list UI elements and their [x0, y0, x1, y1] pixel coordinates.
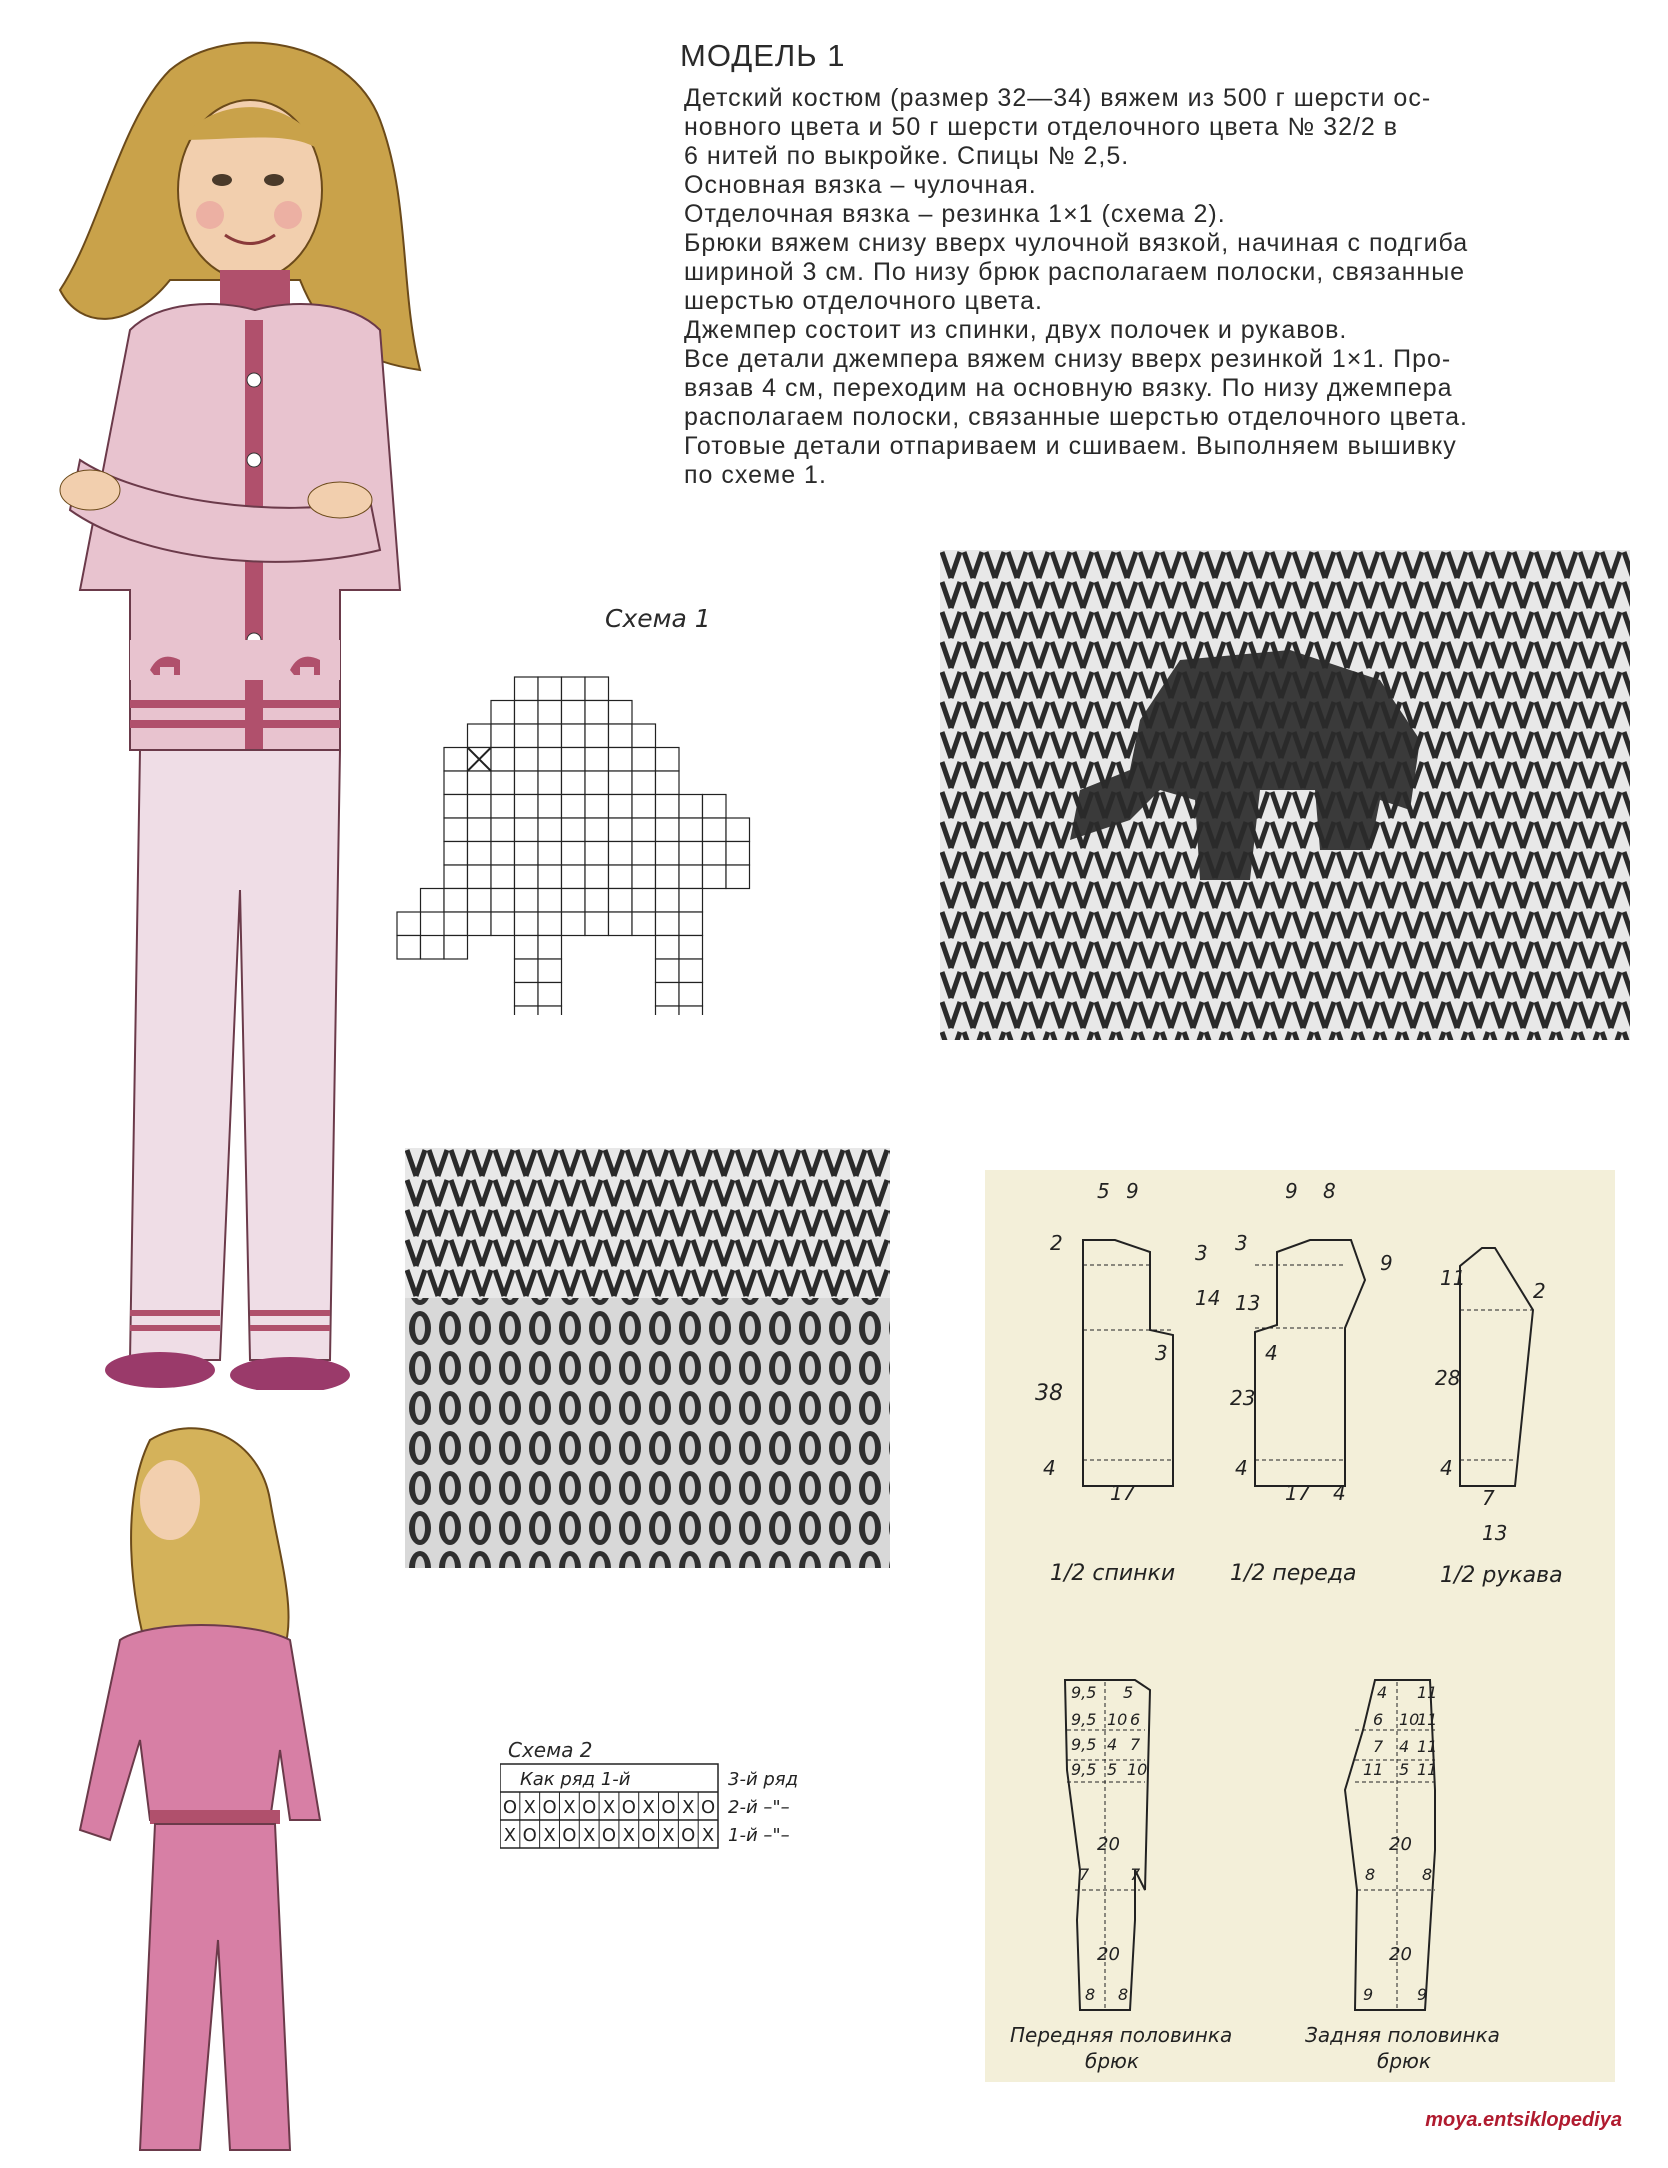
grid-cell	[538, 983, 562, 1007]
grid-cell	[703, 842, 727, 866]
back-trousers-dim: 20	[1389, 1944, 1412, 1965]
grid-cell	[632, 795, 656, 819]
grid-cell	[632, 865, 656, 889]
back-trousers-label: брюк	[1377, 2049, 1431, 2073]
description-line: располагаем полоски, связанные шерстью отделочного цвета.	[684, 403, 1468, 431]
grid-cell	[656, 748, 680, 772]
grid-cell	[468, 842, 492, 866]
grid-cell	[562, 818, 586, 842]
front-trousers-dim: 5	[1123, 1683, 1134, 1702]
grid-cell	[585, 842, 609, 866]
rib-cell-symbol: O	[502, 1797, 517, 1818]
description-line: Все детали джемпера вяжем снизу вверх резинкой 1×1. Про-	[684, 345, 1452, 373]
grid-cell	[562, 677, 586, 701]
grid-cell	[515, 912, 539, 936]
grid-cell	[656, 795, 680, 819]
grid-cell	[726, 818, 750, 842]
description-line: новного цвета и 50 г шерсти отделочного цвета № 32/2 в	[684, 113, 1399, 141]
back-dim: 3	[1195, 1241, 1208, 1265]
description-line: Детский костюм (размер 32—34) вяжем из 500 г шерсти ос-	[684, 84, 1432, 112]
sleeve-label: 1/2 рукава	[1440, 1563, 1563, 1588]
back-dim: 3	[1155, 1341, 1168, 1365]
back-dim: 2	[1050, 1231, 1063, 1255]
grid-cell	[679, 936, 703, 960]
rib-cell-symbol: O	[701, 1797, 716, 1818]
grid-cell	[585, 818, 609, 842]
back-trousers-dim: 20	[1389, 1834, 1412, 1855]
back-trousers-dim: 6	[1373, 1710, 1384, 1729]
grid-cell	[444, 795, 468, 819]
grid-cell	[515, 795, 539, 819]
sleeve-outline	[1460, 1248, 1533, 1486]
rib-cell-symbol: X	[523, 1797, 536, 1818]
grid-cell	[444, 818, 468, 842]
grid-cell	[515, 818, 539, 842]
grid-cell	[585, 677, 609, 701]
description-line: Отделочная вязка – резинка 1×1 (схема 2).	[684, 200, 1226, 228]
back-trousers-dim: 8	[1365, 1865, 1376, 1884]
scheme2-row2-label: 2-й –"–	[728, 1797, 790, 1818]
description-line: Готовые детали отпариваем и сшиваем. Выполняем вышивку	[684, 432, 1457, 460]
front-trousers-label: брюк	[1085, 2049, 1139, 2073]
rib-cell-symbol: O	[641, 1825, 656, 1846]
grid-cell	[609, 795, 633, 819]
grid-cell	[515, 724, 539, 748]
grid-cell	[515, 983, 539, 1007]
grid-cell	[679, 865, 703, 889]
grid-cell	[585, 889, 609, 913]
grid-cell	[609, 724, 633, 748]
grid-cell	[538, 724, 562, 748]
back-trousers-dim: 7	[1373, 1737, 1384, 1756]
grid-cell	[468, 889, 492, 913]
back-dim: 14	[1195, 1286, 1221, 1310]
back-dim: 4	[1043, 1456, 1056, 1480]
grid-cell	[538, 748, 562, 772]
front-trousers-dim: 5	[1107, 1760, 1118, 1779]
description-line: вязав 4 см, переходим на основную вязку. По низу джемпера	[684, 374, 1453, 402]
front-trousers-dim: 7	[1130, 1735, 1141, 1754]
grid-cell	[468, 795, 492, 819]
grid-cell	[491, 842, 515, 866]
grid-cell	[397, 936, 421, 960]
grid-cell	[444, 936, 468, 960]
grid-cell	[656, 983, 680, 1007]
rib-cell-symbol: X	[602, 1797, 616, 1818]
grid-cell	[538, 889, 562, 913]
description-line: 6 нитей по выкройке. Спицы № 2,5.	[684, 142, 1130, 170]
grid-cell	[585, 724, 609, 748]
grid-cell	[632, 748, 656, 772]
scheme2-row3-label: 3-й ряд	[728, 1769, 799, 1790]
rib-cell-symbol: O	[661, 1797, 676, 1818]
grid-cell	[562, 865, 586, 889]
grid-cell	[609, 912, 633, 936]
pattern-panel	[985, 1170, 1615, 2082]
grid-cell	[515, 1006, 539, 1015]
back-trousers-dim: 11	[1417, 1760, 1438, 1779]
sleeve-dim: 28	[1435, 1366, 1461, 1390]
front-dim: 4	[1333, 1481, 1346, 1505]
sleeve-dim: 4	[1440, 1456, 1453, 1480]
grid-cell	[468, 771, 492, 795]
grid-cell	[491, 724, 515, 748]
front-trousers-dim: 8	[1085, 1985, 1096, 2004]
sleeve-dim: 11	[1440, 1266, 1466, 1290]
back-label: 1/2 спинки	[1050, 1561, 1176, 1586]
back-dim: 38	[1035, 1381, 1063, 1406]
grid-cell	[585, 748, 609, 772]
grid-cell	[468, 818, 492, 842]
back-trousers-label: Задняя половинка	[1305, 2023, 1500, 2047]
grid-cell	[656, 959, 680, 983]
grid-cell	[562, 889, 586, 913]
grid-cell	[444, 865, 468, 889]
grid-cell	[491, 865, 515, 889]
grid-cell	[632, 842, 656, 866]
grid-cell	[538, 865, 562, 889]
grid-cell	[538, 701, 562, 725]
grid-cell	[632, 889, 656, 913]
back-trousers-dim: 10	[1399, 1710, 1420, 1729]
rib-cell-symbol: O	[681, 1825, 696, 1846]
grid-cell	[444, 748, 468, 772]
grid-cell	[421, 936, 445, 960]
grid-cell	[703, 865, 727, 889]
pattern-drawings	[985, 1170, 1615, 2082]
grid-cell	[538, 842, 562, 866]
rib-cell-symbol: X	[583, 1825, 596, 1846]
front-trousers-dim: 9,5	[1071, 1735, 1097, 1754]
front-dim: 9	[1285, 1179, 1298, 1203]
rib-cell-symbol: O	[582, 1797, 597, 1818]
grid-cell	[679, 818, 703, 842]
rib-cell-symbol: X	[662, 1825, 675, 1846]
grid-cell	[609, 842, 633, 866]
grid-cell	[562, 748, 586, 772]
grid-cell	[515, 889, 539, 913]
grid-cell	[679, 983, 703, 1007]
grid-cell	[679, 842, 703, 866]
back-dim: 17	[1110, 1481, 1136, 1505]
rib-cell-symbol: O	[542, 1797, 557, 1818]
grid-cell	[726, 865, 750, 889]
grid-cell	[679, 1006, 703, 1015]
grid-cell	[515, 865, 539, 889]
scheme2-row3-cells: Как ряд 1-й	[520, 1769, 631, 1790]
front-dim: 4	[1265, 1341, 1278, 1365]
description-line: шерстью отделочного цвета.	[684, 287, 1043, 315]
grid-cell	[562, 771, 586, 795]
grid-cell	[632, 912, 656, 936]
grid-cell	[632, 771, 656, 795]
grid-cell	[609, 818, 633, 842]
girl-front-illustration	[20, 30, 440, 1390]
back-dim: 5	[1097, 1179, 1110, 1203]
grid-cell	[538, 936, 562, 960]
grid-cell	[585, 865, 609, 889]
front-dim: 3	[1235, 1231, 1248, 1255]
grid-cell	[468, 865, 492, 889]
grid-cell	[397, 912, 421, 936]
rib-cell-symbol: O	[621, 1797, 636, 1818]
grid-cell	[585, 771, 609, 795]
front-dim: 4	[1235, 1456, 1248, 1480]
grid-cell	[609, 889, 633, 913]
grid-cell	[491, 748, 515, 772]
grid-cell	[656, 936, 680, 960]
grid-cell	[468, 912, 492, 936]
grid-cell	[656, 889, 680, 913]
back-trousers-dim: 8	[1422, 1865, 1433, 1884]
grid-cell	[562, 701, 586, 725]
rib-cell-symbol: X	[622, 1825, 635, 1846]
grid-cell	[468, 724, 492, 748]
grid-cell	[515, 936, 539, 960]
description-line: Брюки вяжем снизу вверх чулочной вязкой, начиная с подгиба	[684, 229, 1469, 257]
front-dim: 23	[1230, 1386, 1256, 1410]
grid-cell	[609, 748, 633, 772]
rib-cell-symbol: X	[563, 1797, 576, 1818]
grid-cell	[679, 959, 703, 983]
rib-cell-symbol: X	[682, 1797, 695, 1818]
grid-cell	[491, 818, 515, 842]
grid-cell	[656, 865, 680, 889]
grid-cell	[656, 842, 680, 866]
rib-cell-symbol: X	[642, 1797, 655, 1818]
back-trousers-dim: 11	[1417, 1683, 1438, 1702]
description-line: по схеме 1.	[684, 461, 827, 489]
knit-photo-elephant	[940, 550, 1630, 1040]
grid-cell	[421, 889, 445, 913]
back-trousers-dim: 11	[1363, 1760, 1384, 1779]
front-trousers-label: Передняя половинка	[1010, 2023, 1233, 2047]
footer-site-label: moya.entsiklopediya	[1425, 2109, 1622, 2131]
grid-cell	[656, 912, 680, 936]
front-trousers-dim: 9,5	[1071, 1760, 1097, 1779]
grid-cell	[703, 818, 727, 842]
grid-cell	[632, 818, 656, 842]
description-line: шириной 3 см. По низу брюк располагаем полоски, связанные	[684, 258, 1466, 286]
grid-cell	[679, 912, 703, 936]
scheme2-row1-label: 1-й –"–	[728, 1825, 790, 1846]
grid-cell	[515, 677, 539, 701]
grid-cell	[679, 795, 703, 819]
rib-cell-symbol: O	[601, 1825, 617, 1846]
grid-cell	[679, 889, 703, 913]
grid-cell	[515, 748, 539, 772]
grid-cell	[538, 912, 562, 936]
sleeve-dim: 7	[1482, 1486, 1495, 1510]
grid-cell	[444, 842, 468, 866]
front-trousers-dim: 9,5	[1071, 1683, 1097, 1702]
grid-cell	[538, 677, 562, 701]
front-trousers-dim: 4	[1107, 1735, 1118, 1754]
back-trousers-dim: 5	[1399, 1760, 1410, 1779]
scheme2-rib-chart	[500, 1762, 860, 1854]
grid-cell	[444, 771, 468, 795]
grid-cell	[562, 724, 586, 748]
grid-cell	[656, 1006, 680, 1015]
scheme1-elephant-grid	[395, 675, 915, 1015]
grid-cell	[444, 889, 468, 913]
back-trousers-dim: 9	[1417, 1985, 1428, 2004]
grid-cell	[585, 912, 609, 936]
front-trousers-dim: 7	[1079, 1865, 1090, 1884]
description-line: Джемпер состоит из спинки, двух полочек и рукавов.	[684, 316, 1348, 344]
grid-cell	[632, 724, 656, 748]
grid-cell	[515, 701, 539, 725]
grid-cell	[491, 889, 515, 913]
sleeve-dim: 13	[1482, 1521, 1508, 1545]
grid-cell	[515, 771, 539, 795]
front-dim: 13	[1235, 1291, 1261, 1315]
grid-cell	[656, 818, 680, 842]
description-line: Основная вязка – чулочная.	[684, 171, 1037, 199]
grid-cell	[585, 795, 609, 819]
front-trousers-dim: 8	[1118, 1985, 1129, 2004]
front-dim: 17	[1285, 1481, 1311, 1505]
page-title: МОДЕЛЬ 1	[680, 38, 846, 73]
grid-cell	[491, 912, 515, 936]
grid-cell	[491, 771, 515, 795]
grid-cell	[538, 818, 562, 842]
grid-cell	[515, 842, 539, 866]
back-trousers-dim: 9	[1363, 1985, 1374, 2004]
back-trousers-dim: 4	[1377, 1683, 1388, 1702]
grid-cell	[609, 865, 633, 889]
front-trousers-dim: 20	[1097, 1834, 1120, 1855]
front-trousers-dim: 10	[1127, 1760, 1148, 1779]
girl-back-illustration	[60, 1420, 340, 2160]
grid-cell	[538, 959, 562, 983]
back-trousers-dim: 4	[1399, 1737, 1410, 1756]
rib-cell-symbol: X	[543, 1825, 556, 1846]
sleeve-dim: 2	[1533, 1279, 1546, 1303]
grid-cell	[656, 771, 680, 795]
grid-cell	[726, 842, 750, 866]
front-trousers-dim: 10	[1107, 1710, 1128, 1729]
front-trousers-dim: 7	[1130, 1865, 1141, 1884]
scheme2-title: Схема 2	[508, 1738, 593, 1762]
back-trousers-dim: 11	[1417, 1710, 1438, 1729]
front-trousers-dim: 9,5	[1071, 1710, 1097, 1729]
grid-cell	[444, 912, 468, 936]
front-dim: 8	[1323, 1179, 1336, 1203]
back-dim: 9	[1126, 1179, 1139, 1203]
grid-cell	[585, 701, 609, 725]
grid-cell	[562, 842, 586, 866]
grid-cell	[491, 795, 515, 819]
front-dim: 9	[1380, 1251, 1393, 1275]
grid-cell	[562, 912, 586, 936]
rib-cell-symbol: X	[503, 1825, 517, 1846]
rib-cell-symbol: O	[522, 1825, 537, 1846]
front-label: 1/2 переда	[1230, 1561, 1357, 1586]
grid-cell	[538, 1006, 562, 1015]
grid-cell	[538, 771, 562, 795]
grid-cell	[703, 795, 727, 819]
knit-photo-rib	[405, 1148, 890, 1568]
front-trousers-dim: 6	[1130, 1710, 1141, 1729]
grid-cell	[562, 795, 586, 819]
rib-cell-symbol: X	[701, 1825, 715, 1846]
grid-cell	[515, 959, 539, 983]
scheme1-title: Схема 1	[605, 604, 711, 633]
description-text	[684, 84, 1574, 490]
grid-cell	[491, 701, 515, 725]
grid-cell	[538, 795, 562, 819]
front-trousers-dim: 20	[1097, 1944, 1120, 1965]
rib-cell-symbol: O	[562, 1825, 577, 1846]
grid-cell	[609, 701, 633, 725]
grid-cell	[609, 771, 633, 795]
back-trousers-dim: 11	[1417, 1737, 1438, 1756]
